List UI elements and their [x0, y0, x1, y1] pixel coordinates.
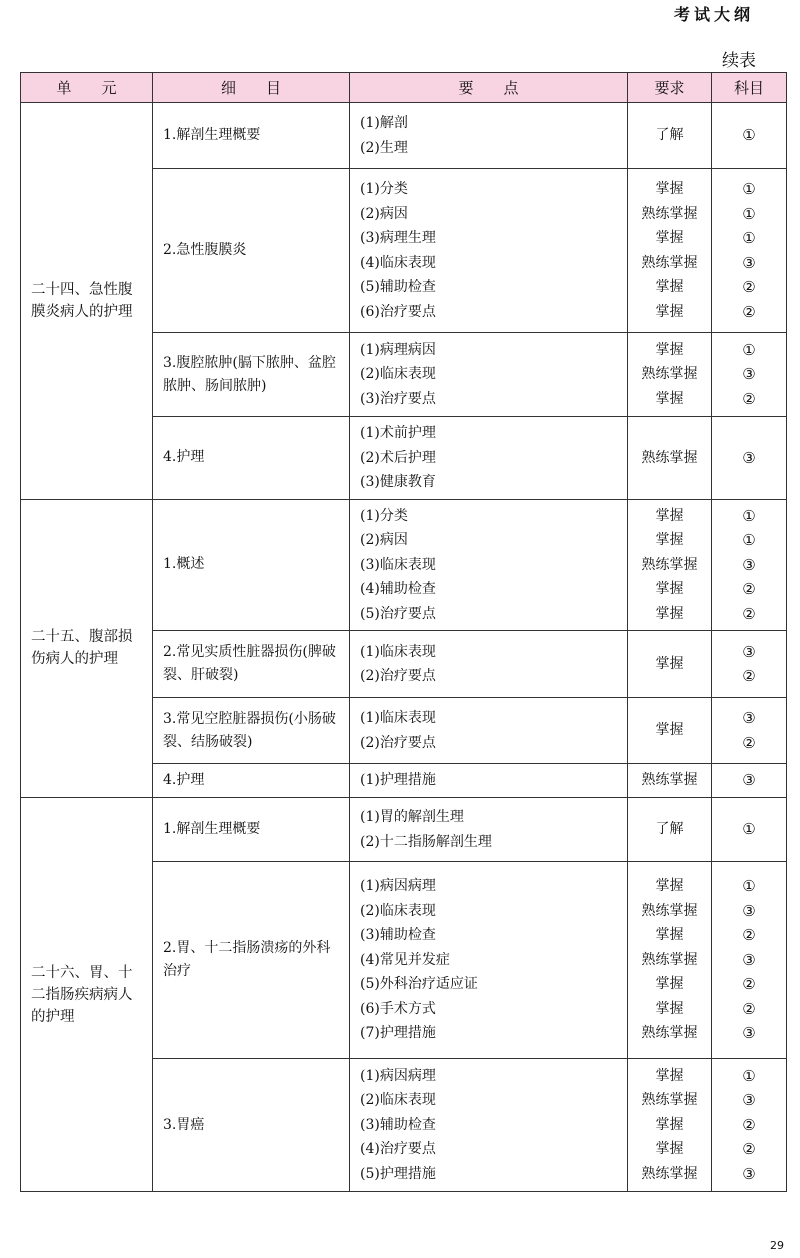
requirement-line: 掌握 — [655, 581, 684, 597]
subject-cell — [712, 862, 787, 1059]
point-line: (2)术后护理 — [360, 449, 436, 466]
subject-cell — [712, 798, 787, 862]
requirement-cell — [628, 698, 712, 764]
requirement-line: 掌握 — [655, 341, 684, 358]
point-line: (2)病因 — [360, 205, 408, 222]
subject-line: ③ — [742, 709, 756, 727]
requirement-line: 掌握 — [655, 181, 684, 197]
point-line: (3)健康教育 — [360, 474, 436, 490]
page-header: 考试大纲 — [673, 5, 754, 24]
requirement-cell — [628, 417, 712, 500]
item-cell: 1.概述 — [153, 499, 350, 631]
points-cell — [350, 499, 628, 631]
requirement-line: 掌握 — [655, 1116, 684, 1133]
requirement-line: 掌握 — [655, 976, 684, 993]
points-cell — [350, 631, 628, 698]
points-cell — [350, 698, 628, 764]
point-line: (5)辅助检查 — [360, 279, 436, 295]
point-line: (1)分类 — [360, 507, 408, 524]
point-line: (1)病因病理 — [360, 1067, 436, 1084]
subject-line: ① — [742, 204, 756, 223]
subject-line: ③ — [742, 365, 756, 384]
table-body — [21, 103, 787, 1192]
page-number: 29 — [770, 1239, 784, 1252]
requirement-line: 熟练掌握 — [641, 254, 698, 271]
requirement-line: 掌握 — [655, 1000, 684, 1017]
requirement-line: 熟练掌握 — [641, 772, 698, 789]
subject-line: ① — [742, 229, 756, 247]
point-line: (2)临床表现 — [360, 902, 436, 919]
subject-cell — [712, 417, 787, 500]
point-line: (1)护理措施 — [360, 772, 436, 789]
points-cell — [350, 417, 628, 500]
subject-line: ① — [742, 531, 756, 549]
point-line: (1)临床表现 — [360, 710, 436, 726]
points-cell — [350, 103, 628, 169]
continued-label: 续表 — [722, 51, 756, 71]
point-line: (1)临床表现 — [360, 643, 436, 660]
subject-line: ② — [742, 926, 756, 945]
requirement-line: 掌握 — [655, 303, 684, 320]
column-header-subject: 科目 — [712, 73, 787, 103]
requirement-line: 熟练掌握 — [641, 951, 698, 968]
subject-line: ③ — [742, 448, 756, 467]
subject-line: ② — [742, 278, 756, 296]
item-cell: 1.解剖生理概要 — [153, 798, 350, 862]
item-cell: 2.胃、十二指肠溃疡的外科治疗 — [153, 862, 350, 1059]
subject-cell — [712, 764, 787, 798]
requirement-line: 熟练掌握 — [641, 205, 698, 222]
subject-line: ② — [742, 975, 756, 994]
item-cell: 4.护理 — [153, 417, 350, 500]
requirement-line: 熟练掌握 — [641, 1025, 698, 1042]
point-line: (4)治疗要点 — [360, 1141, 436, 1158]
point-line: (3)辅助检查 — [360, 1116, 436, 1133]
point-line: (2)临床表现 — [360, 1092, 436, 1109]
subject-cell — [712, 698, 787, 764]
subject-line: ② — [742, 733, 756, 752]
subject-cell — [712, 333, 787, 417]
requirement-cell — [628, 103, 712, 169]
point-line: (1)病因病理 — [360, 878, 436, 895]
subject-line: ② — [742, 302, 756, 321]
point-line: (2)临床表现 — [360, 366, 436, 383]
unit-cell: 二十四、急性腹膜炎病人的护理 — [21, 103, 153, 500]
requirement-line: 熟练掌握 — [641, 556, 698, 573]
point-line: (5)外科治疗适应证 — [360, 976, 478, 993]
requirement-line: 了解 — [655, 127, 684, 144]
subject-line: ② — [742, 999, 756, 1018]
item-cell: 3.胃癌 — [153, 1059, 350, 1192]
subject-cell — [712, 103, 787, 169]
point-line: (3)治疗要点 — [360, 390, 436, 407]
point-line: (2)治疗要点 — [360, 668, 436, 684]
column-header-requirement: 要求 — [628, 73, 712, 103]
subject-line: ① — [742, 126, 756, 145]
requirement-line: 掌握 — [655, 878, 684, 895]
subject-line: ① — [742, 877, 756, 896]
point-line: (2)治疗要点 — [360, 734, 436, 751]
points-cell — [350, 764, 628, 798]
requirement-line: 掌握 — [655, 1067, 684, 1084]
column-header-item: 细 目 — [153, 73, 350, 103]
requirement-cell — [628, 1059, 712, 1192]
point-line: (3)辅助检查 — [360, 927, 436, 944]
requirement-cell — [628, 764, 712, 798]
subject-cell — [712, 631, 787, 698]
subject-line: ③ — [742, 901, 756, 920]
unit-cell: 二十五、腹部损伤病人的护理 — [21, 499, 153, 798]
subject-line: ③ — [742, 1164, 756, 1183]
subject-line: ③ — [742, 1091, 756, 1110]
point-line: (1)解剖 — [360, 115, 408, 131]
point-line: (1)分类 — [360, 181, 408, 197]
point-line: (3)临床表现 — [360, 556, 436, 573]
requirement-line: 掌握 — [655, 507, 684, 524]
subject-line: ③ — [742, 1024, 756, 1043]
requirement-cell — [628, 862, 712, 1059]
point-line: (4)临床表现 — [360, 254, 436, 271]
subject-line: ② — [742, 667, 756, 685]
requirement-line: 熟练掌握 — [641, 1165, 698, 1182]
unit-cell: 二十六、胃、十二指肠疾病病人的护理 — [21, 798, 153, 1192]
subject-line: ③ — [742, 950, 756, 969]
subject-line: ② — [742, 580, 756, 598]
subject-line: ① — [742, 180, 756, 198]
subject-line: ② — [742, 1140, 756, 1159]
subject-line: ③ — [742, 555, 756, 574]
requirement-line: 掌握 — [655, 230, 684, 246]
point-line: (1)病理病因 — [360, 341, 436, 358]
points-cell — [350, 1059, 628, 1192]
point-line: (6)手术方式 — [360, 1000, 436, 1017]
requirement-cell — [628, 499, 712, 631]
requirement-line: 掌握 — [655, 279, 684, 295]
header-row — [21, 73, 787, 103]
item-cell: 2.常见实质性脏器损伤(脾破裂、肝破裂) — [153, 631, 350, 698]
point-line: (3)病理生理 — [360, 230, 436, 246]
requirement-line: 掌握 — [655, 605, 684, 622]
item-cell: 2.急性腹膜炎 — [153, 169, 350, 333]
point-line: (4)常见并发症 — [360, 951, 450, 968]
requirement-cell — [628, 631, 712, 698]
requirement-line: 了解 — [655, 821, 684, 838]
point-line: (7)护理措施 — [360, 1025, 436, 1042]
subject-cell — [712, 169, 787, 333]
requirement-line: 掌握 — [655, 1141, 684, 1158]
point-line: (6)治疗要点 — [360, 303, 436, 320]
point-line: (2)十二指肠解剖生理 — [360, 833, 492, 850]
table-row — [21, 499, 787, 631]
outline-table — [20, 72, 787, 1192]
requirement-cell — [628, 333, 712, 417]
subject-line: ③ — [742, 642, 756, 661]
subject-cell — [712, 499, 787, 631]
point-line: (2)病因 — [360, 532, 408, 548]
subject-line: ① — [742, 340, 756, 359]
item-cell: 3.腹腔脓肿(膈下脓肿、盆腔脓肿、肠间脓肿) — [153, 333, 350, 417]
requirement-line: 熟练掌握 — [641, 902, 698, 919]
requirement-line: 熟练掌握 — [641, 366, 698, 383]
subject-line: ② — [742, 604, 756, 623]
subject-line: ① — [742, 820, 756, 839]
requirement-line: 熟练掌握 — [641, 449, 698, 466]
requirement-line: 掌握 — [655, 655, 684, 672]
requirement-line: 熟练掌握 — [641, 1092, 698, 1109]
subject-line: ② — [742, 389, 756, 408]
point-line: (1)胃的解剖生理 — [360, 809, 464, 825]
point-line: (5)治疗要点 — [360, 605, 436, 622]
requirement-line: 掌握 — [655, 390, 684, 407]
point-line: (2)生理 — [360, 139, 408, 156]
requirement-line: 掌握 — [655, 532, 684, 548]
item-cell: 4.护理 — [153, 764, 350, 798]
requirement-line: 掌握 — [655, 722, 684, 739]
point-line: (1)术前护理 — [360, 425, 436, 441]
points-cell — [350, 798, 628, 862]
points-cell — [350, 862, 628, 1059]
subject-line: ① — [742, 506, 756, 525]
requirement-cell — [628, 169, 712, 333]
subject-line: ③ — [742, 253, 756, 272]
subject-cell — [712, 1059, 787, 1192]
subject-line: ② — [742, 1115, 756, 1134]
point-line: (4)辅助检查 — [360, 581, 436, 597]
item-cell: 3.常见空腔脏器损伤(小肠破裂、结肠破裂) — [153, 698, 350, 764]
points-cell — [350, 333, 628, 417]
points-cell — [350, 169, 628, 333]
requirement-cell — [628, 798, 712, 862]
subject-line: ③ — [742, 771, 756, 790]
table-row — [21, 798, 787, 862]
column-header-points: 要 点 — [350, 73, 628, 103]
table-row — [21, 103, 787, 169]
column-header-unit: 单 元 — [21, 73, 153, 103]
subject-line: ① — [742, 1066, 756, 1085]
point-line: (5)护理措施 — [360, 1165, 436, 1182]
requirement-line: 掌握 — [655, 927, 684, 944]
item-cell: 1.解剖生理概要 — [153, 103, 350, 169]
